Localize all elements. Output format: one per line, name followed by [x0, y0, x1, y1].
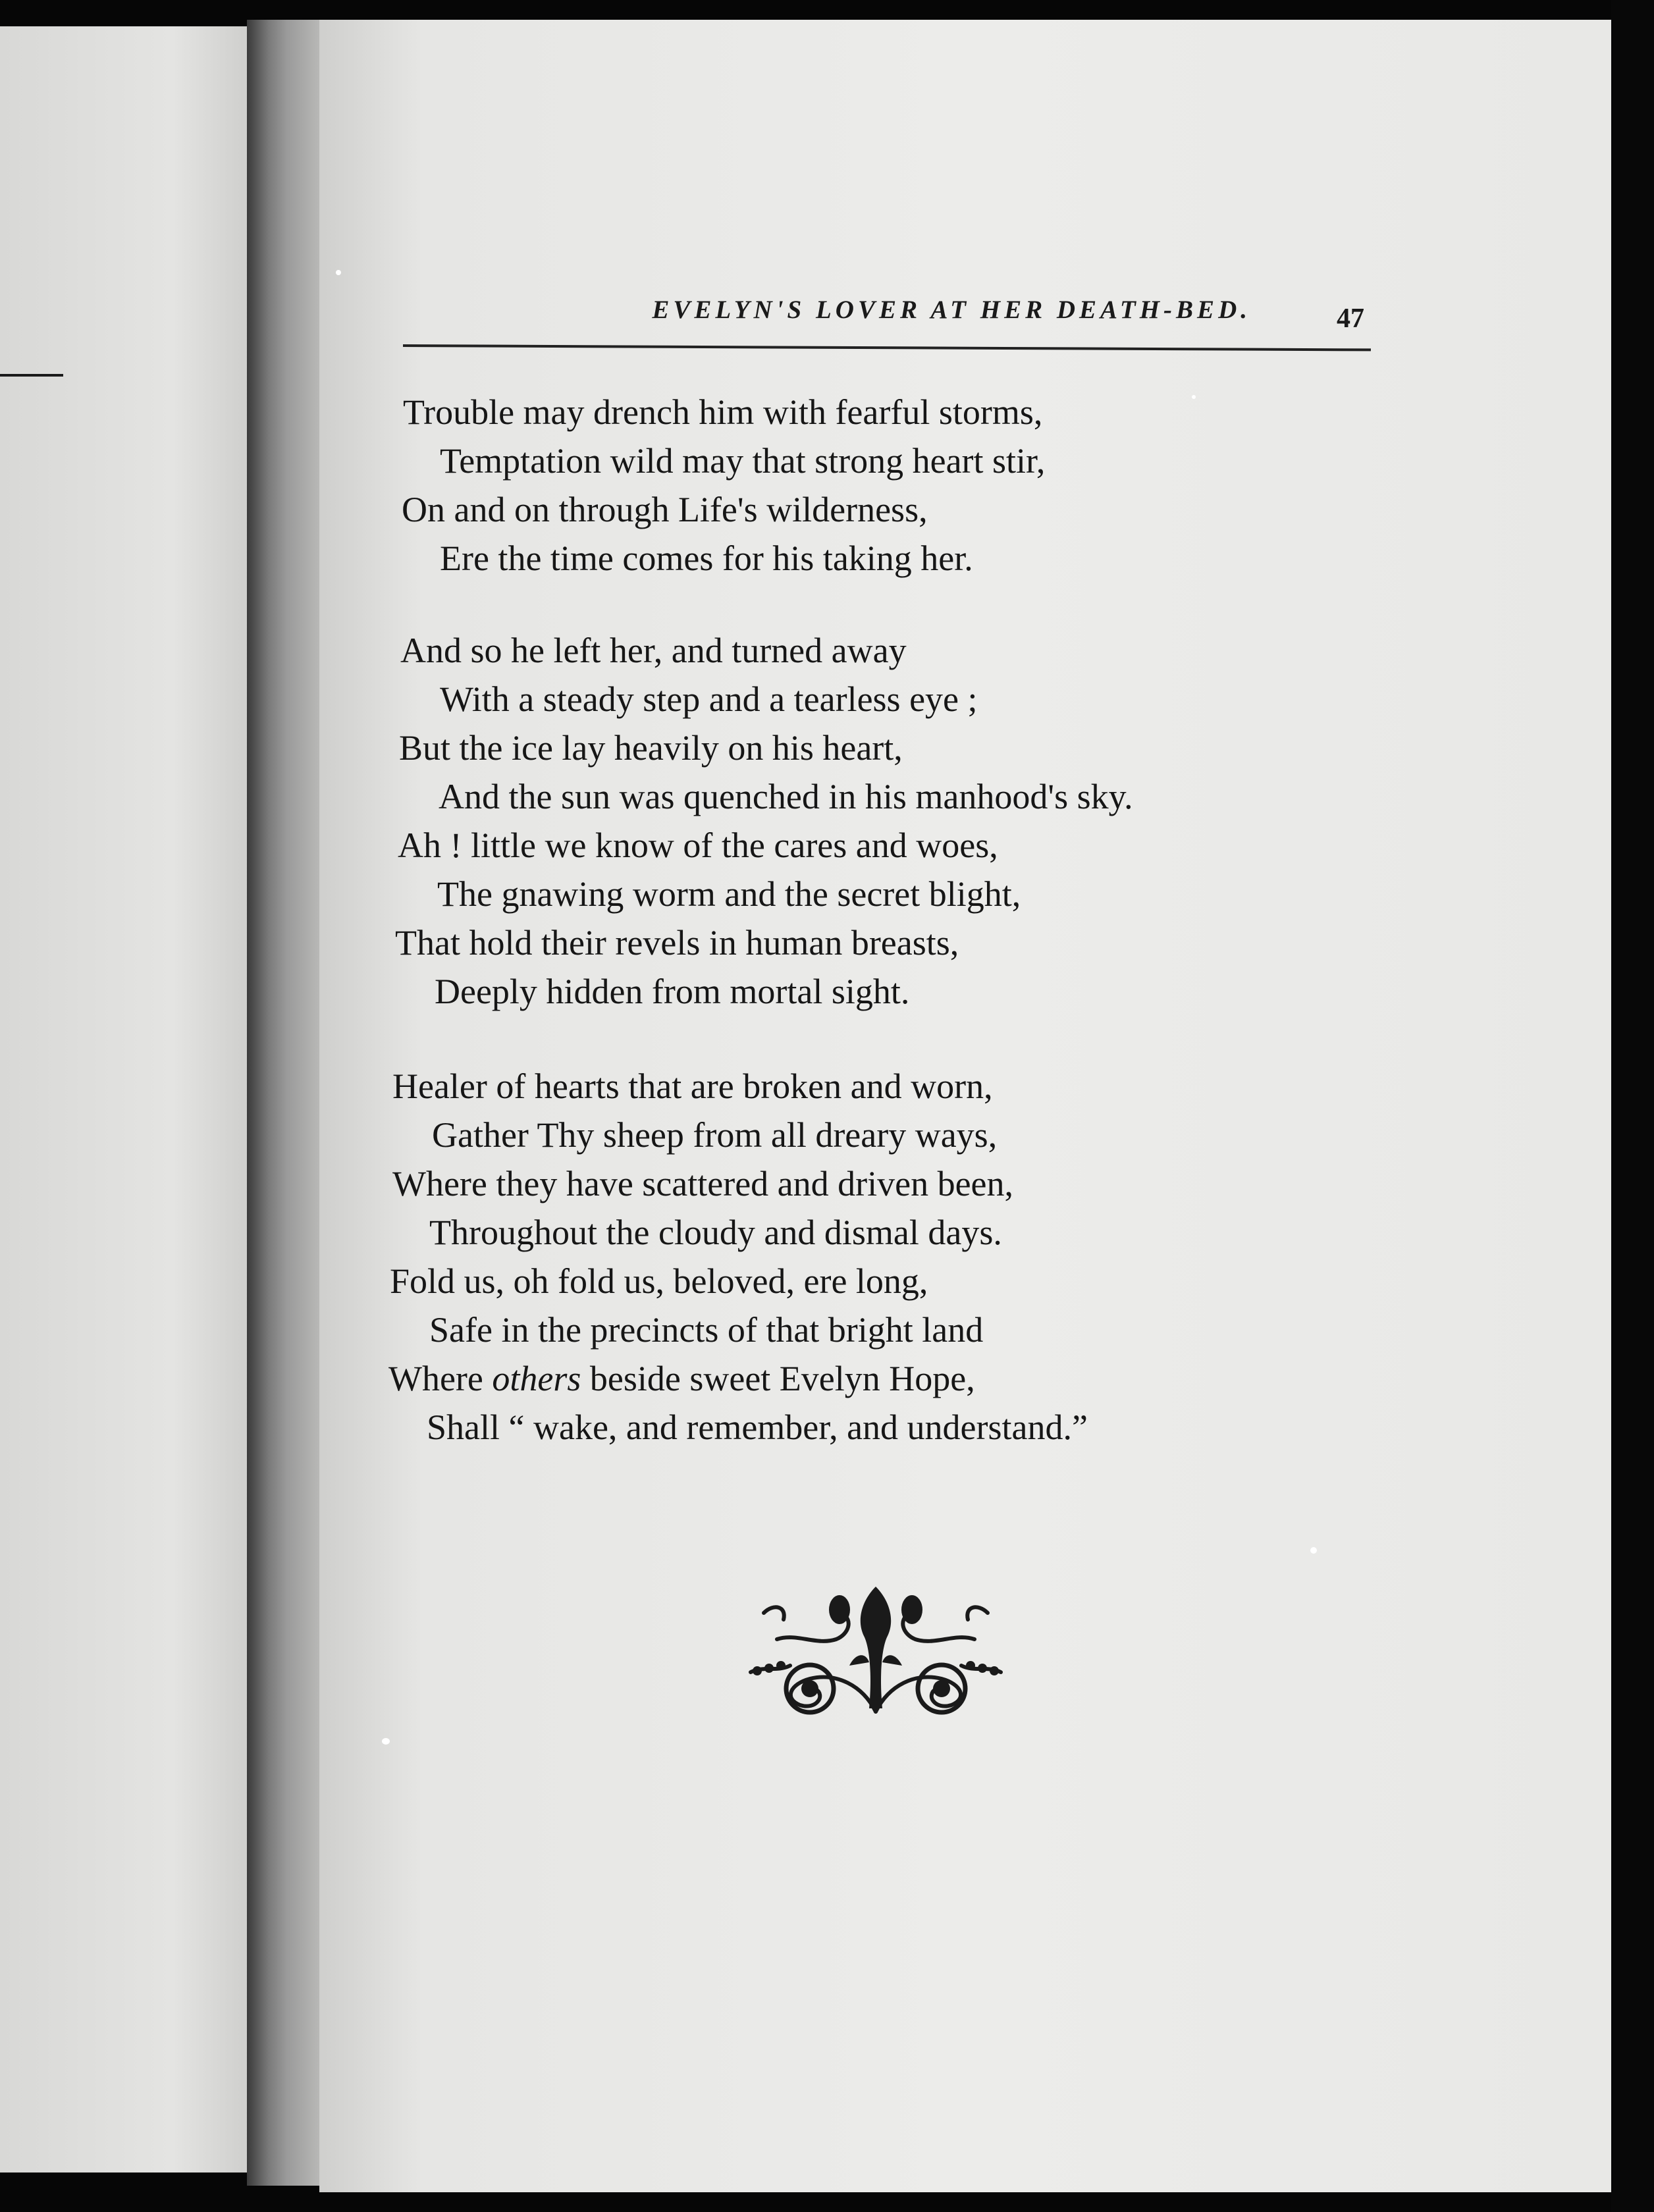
poem-line: Shall “ wake, and remember, and understand.”	[427, 1408, 1088, 1447]
floral-tailpiece-icon	[737, 1573, 1014, 1725]
scan-dust	[1310, 1547, 1317, 1554]
poem-line: Throughout the cloudy and dismal days.	[429, 1213, 1002, 1252]
poem-line: Healer of hearts that are broken and worn,	[392, 1066, 993, 1106]
poem-line: Fold us, oh fold us, beloved, ere long,	[390, 1261, 928, 1301]
poem-line: And so he left her, and turned away	[400, 631, 907, 670]
poem-line: Safe in the precincts of that bright land	[429, 1310, 984, 1350]
scan-dust	[336, 270, 341, 275]
page-number: 47	[1337, 303, 1364, 334]
poem-line: But the ice lay heavily on his heart,	[399, 728, 903, 768]
poem-line: Temptation wild may that strong heart stir,	[440, 441, 1046, 481]
poem-line: Ah ! little we know of the cares and woes,	[398, 826, 998, 865]
scan-dust	[382, 1738, 390, 1745]
line-text: Where	[388, 1359, 493, 1398]
scan-dust	[1192, 395, 1196, 399]
poem-line	[388, 1359, 975, 1398]
poem-line: Ere the time comes for his taking her.	[440, 539, 973, 578]
poem-line: Gather Thy sheep from all dreary ways,	[432, 1115, 998, 1155]
poem-line: With a steady step and a tearless eye ;	[440, 679, 978, 719]
poem-line: And the sun was quenched in his manhood's sky.	[439, 777, 1133, 816]
line-text: beside sweet Evelyn Hope,	[581, 1359, 975, 1398]
poem-line: That hold their revels in human breasts,	[395, 923, 959, 962]
poem-line: Deeply hidden from mortal sight.	[435, 972, 910, 1011]
italic-word: others	[492, 1359, 581, 1398]
poem-line: The gnawing worm and the secret blight,	[437, 874, 1021, 914]
poem-line: Trouble may drench him with fearful storms,	[403, 392, 1043, 432]
poem-line: On and on through Life's wilderness,	[402, 490, 928, 529]
running-title: EVELYN'S LOVER AT HER DEATH-BED.	[652, 296, 1251, 324]
poem-line: Where they have scattered and driven been,	[392, 1164, 1014, 1203]
